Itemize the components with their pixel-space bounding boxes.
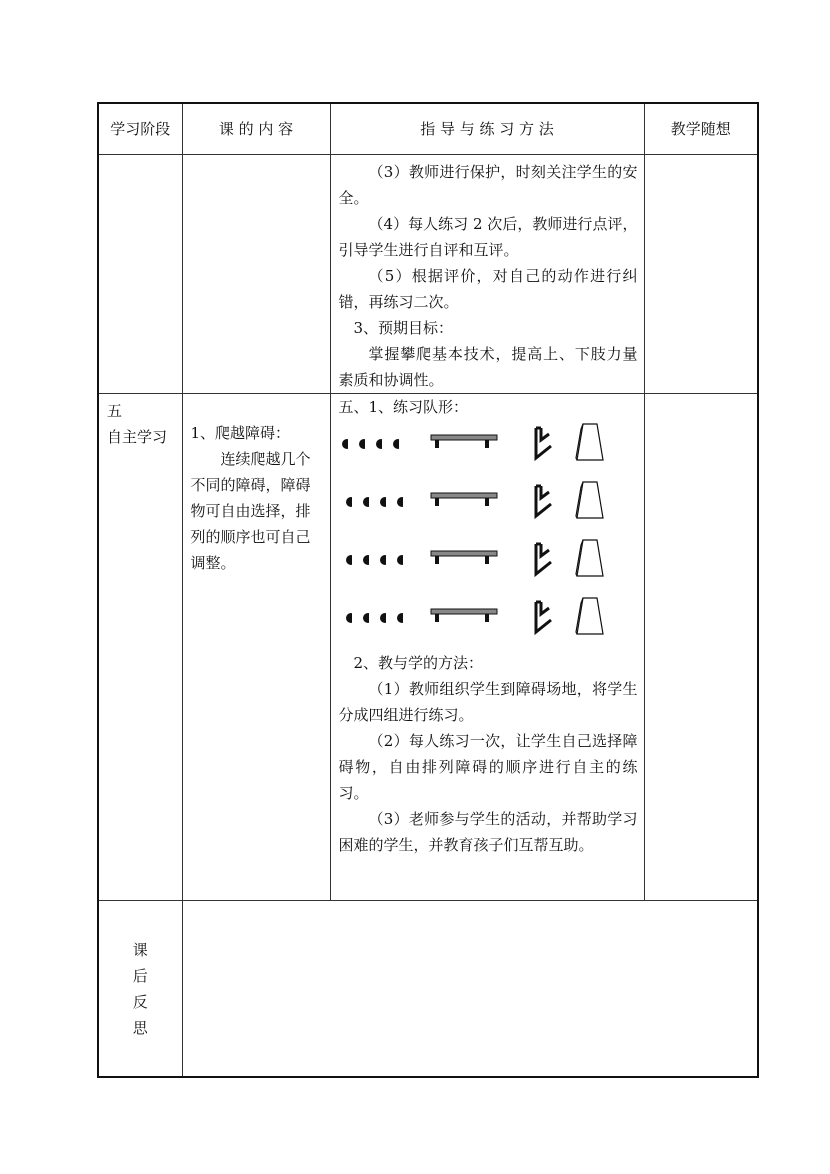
student-dot-highlight — [369, 613, 374, 623]
climbing-frame — [536, 544, 551, 574]
student-dot-highlight — [386, 497, 391, 507]
reflection-char: 反 — [132, 992, 148, 1011]
student-dot-highlight — [369, 497, 374, 507]
row1-method-cell — [330, 155, 644, 394]
formation-row — [346, 598, 603, 634]
practice-formation-diagram — [331, 420, 644, 650]
bench-top — [431, 435, 497, 440]
bench-leg — [435, 556, 439, 564]
row2-content-cell — [182, 394, 330, 901]
method-line: 2、教与学的方法： — [353, 654, 484, 672]
method-line: （2）每人练习一次，让学生自己选择障碍物，自由排列障碍的顺序进行自主的练习。 — [338, 732, 638, 802]
formation-row — [346, 482, 603, 518]
student-dot-highlight — [369, 555, 374, 565]
row2-notes-cell — [644, 394, 758, 901]
formation-row — [346, 540, 603, 576]
method-line: （4）每人练习 2 次后，教师进行点评，引导学生进行自评和互评。 — [338, 215, 638, 259]
reflection-char: 课 — [132, 940, 148, 959]
reflection-content — [182, 901, 758, 1078]
climbing-frame — [536, 428, 551, 458]
climbing-frame — [536, 602, 551, 632]
student-dot-highlight — [403, 497, 408, 507]
method-line: （3）教师进行保护，时刻关注学生的安全。 — [338, 163, 638, 207]
method-line: 掌握攀爬基本技术，提高上、下肢力量素质和协调性。 — [338, 345, 638, 389]
student-dot-highlight — [365, 439, 370, 449]
climbing-frame — [536, 486, 551, 516]
student-dot-highlight — [352, 555, 357, 565]
student-dot-highlight — [403, 555, 408, 565]
row2-stage-cell — [98, 394, 182, 901]
student-dot-highlight — [352, 613, 357, 623]
method-line: （3）老师参与学生的活动，并帮助学习困难的学生，并教育孩子们互帮互助。 — [338, 810, 638, 854]
bench-leg — [485, 440, 489, 448]
student-dot-highlight — [386, 613, 391, 623]
row1-notes-cell — [644, 155, 758, 394]
method-line: 3、预期目标： — [353, 319, 454, 337]
method-line: （1）教师组织学生到障碍场地，将学生分成四组进行练习。 — [338, 680, 638, 724]
bench-leg — [435, 614, 439, 622]
row1-stage-cell — [98, 155, 182, 394]
row-safety-goals — [98, 155, 758, 394]
student-dot-highlight — [403, 613, 408, 623]
formation-svg — [331, 420, 645, 650]
bench-top — [431, 551, 497, 556]
student-dot-highlight — [382, 439, 387, 449]
bench-leg — [435, 498, 439, 506]
bench-leg — [485, 556, 489, 564]
bench-leg — [485, 498, 489, 506]
header-row — [98, 103, 758, 155]
bench-leg — [435, 440, 439, 448]
lesson-plan-table — [97, 102, 759, 1078]
content-title: 1、爬越障碍： — [190, 424, 291, 442]
stage-name: 自主学习 — [107, 428, 168, 446]
row2-method-cell — [330, 394, 644, 901]
row-self-study — [98, 394, 758, 901]
row-reflection — [98, 901, 758, 1078]
bench-top — [431, 609, 497, 614]
header-content: 课 的 内 容 — [182, 103, 330, 155]
header-notes: 教学随想 — [644, 103, 758, 155]
stage-number: 五 — [107, 402, 123, 420]
student-dot-highlight — [399, 439, 404, 449]
student-dot-highlight — [352, 497, 357, 507]
reflection-char: 思 — [132, 1018, 148, 1037]
header-stage: 学习阶段 — [98, 103, 182, 155]
reflection-char: 后 — [132, 966, 148, 985]
method-line: （5）根据评价，对自己的动作进行纠错，再练习二次。 — [338, 267, 638, 311]
header-method: 指 导 与 练 习 方 法 — [330, 103, 644, 155]
content-text: 连续爬越几个不同的障碍，障碍物可自由选择，排列的顺序也可自己调整。 — [190, 450, 311, 572]
student-dot-highlight — [386, 555, 391, 565]
reflection-label — [98, 901, 182, 1078]
bench-leg — [485, 614, 489, 622]
student-dot-highlight — [348, 439, 353, 449]
formation-row — [342, 424, 603, 460]
bench-top — [431, 493, 497, 498]
formation-heading: 五、1、练习队形： — [338, 398, 469, 416]
row1-content-cell — [182, 155, 330, 394]
